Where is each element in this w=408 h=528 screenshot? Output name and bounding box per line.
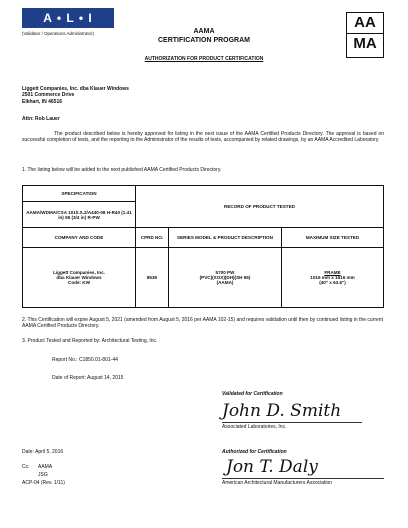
company-dba: dba Klauer Windows [56,275,102,280]
validated-label: Validated for Certification [222,391,283,397]
aama-logo-top: AA [354,14,376,31]
address-line-3: Elkhart, IN 46516 [22,98,63,105]
ali-logo-text: A • L • I [22,8,114,28]
authorizer-organization: American Architectural Manufacturers Association [222,480,333,486]
ali-subtitle: (Validator / Operations Administrator) [22,31,94,36]
record-header: RECORD OF PRODUCT TESTED [136,186,384,228]
size-metric: 1016 mm x 1616 mm [310,275,355,280]
company-cell [23,248,136,308]
cc-aama: AAMA [38,464,53,470]
aama-logo [346,12,384,58]
issue-date: Date: April 5, 2016 [22,449,64,455]
aama-logo-bottom: MA [347,33,383,54]
address-block [22,86,129,105]
company-code: Code: KW [68,280,90,285]
validator-organization: Associated Laboratories, Inc. [222,424,287,430]
title-aama: AAMA [193,28,215,35]
series-description: (PVC)(XOX)(DH)(SH 65) [199,275,251,280]
title-program: CERTIFICATION PROGRAM [157,37,251,44]
report-number: Report No.: C1850.01-801-44 [52,357,118,363]
authorizer-signature: Jon T. Daly [226,457,318,477]
col-company: COMPANY AND CODE [23,228,136,248]
size-imperial: (40" x 63.6") [319,280,346,285]
item-2: 2. This Certification will expire August 5, 2021 (amended from August 5, 2016 per AAMA 102-15) and requires validation until then by continued listing in the current AAMA Certified Products Directory. [22,317,383,330]
report-date: Date of Report: August 14, 2015 [52,375,124,381]
address-line-1: Liggett Companies, Inc. dba Klauer Windows [22,86,129,92]
series-standard: (AAMA) [216,280,234,285]
col-size: MAXIMUM SIZE TESTED [282,228,384,248]
company-name: Liggett Companies, Inc. [53,270,105,275]
item-1: 1. The listing below will be added to the next published AAMA Certified Products Directory. [22,167,222,173]
validator-signature: John D. Smith [222,401,342,421]
col-cprd: CPRD NO. [136,228,169,248]
col-series: SERIES MODEL & PRODUCT DESCRIPTION [169,228,282,248]
series-model: 5700 PW [215,270,235,275]
cc-jsg: JSG [38,472,48,478]
cc-label: Cc: [22,464,30,470]
authorizer-signature-line [222,478,384,479]
spec-value: AAMA/WDMA/CSA 101/I.S.2/A440-08 H-R40 (1.41 in) 55 (3/4 in) R-PW [23,202,136,228]
intro-paragraph: The product described below is hereby approved for listing in the next issue of the AAMA Certified Products Directory. The approval is based on successful completion of tests, and the reporting to the Administrator of the results of tests, accompanied by related drawings, by an AAMA Accredited Laboratory. [22,131,384,144]
series-cell [169,248,282,308]
size-label: FRAME [324,270,341,275]
authorized-label: Authorized for Certification [222,449,287,455]
address-line-2: 2501 Commerce Drive [22,92,75,99]
attention-line: Attn: Rob Lauer [22,116,60,122]
document-subtitle: AUTHORIZATION FOR PRODUCT CERTIFICATION [144,56,264,62]
cprd-value: 8536 [136,248,169,308]
item-3: 3. Product Tested and Reported by: Architectural Testing, Inc. [22,338,158,344]
size-cell [282,248,384,308]
validator-signature-line [222,422,362,423]
certification-table [22,185,384,308]
spec-header: SPECIFICATION [23,186,136,202]
form-number: ACP-04 (Rev. 1/11) [22,480,65,486]
